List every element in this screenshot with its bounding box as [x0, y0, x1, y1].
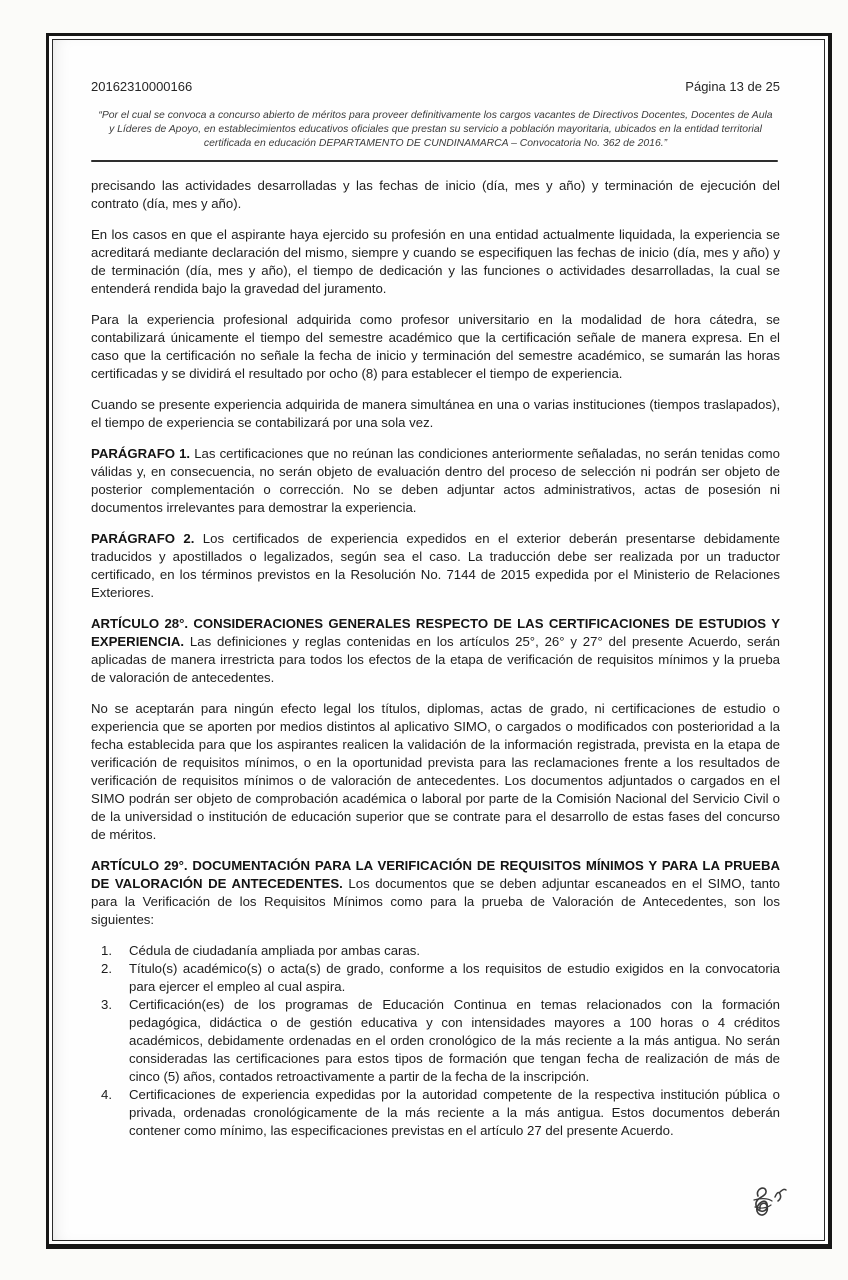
- paragrafo-1-label: PARÁGRAFO 1.: [91, 446, 191, 461]
- paragraph-liquidated-entity: En los casos en que el aspirante haya ejercido su profesión en una entidad actualmente liquidada, la experiencia se acreditará mediante declaración del mismo, siempre y cuando se especifiquen las fechas de inicio (día, mes y año) y de terminación (día, mes y año), el tiempo de dedicación y las funciones o actividades desarrolladas, la cual se entenderá rendida bajo la gravedad del juramento.: [91, 227, 780, 296]
- header-divider: [91, 160, 778, 162]
- paragrafo-2-label: PARÁGRAFO 2.: [91, 531, 195, 546]
- paragraph-contract-dates: precisando las actividades desarrolladas y las fechas de inicio (día, mes y año) y terminación de ejecución del contrato (día, mes y año).: [91, 178, 780, 211]
- paragraph-hora-catedra: Para la experiencia profesional adquirida como profesor universitario en la modalidad de hora cátedra, se contabilizará únicamente el tiempo del semestre académico que la certificación señale de manera expresa. En el caso que la certificación no señale la fecha de inicio y terminación del semestre académico, se sumarán las horas certificadas y se dividirá el resultado por ocho (8) para establecer el tiempo de experiencia.: [91, 312, 780, 381]
- paragraph-simo-restrictions: No se aceptarán para ningún efecto legal los títulos, diplomas, actas de grado, ni certificaciones de estudio o experiencia que se aporten por medios distintos al aplicativo SIMO, o cargados o modificados con posterioridad a la fecha establecida para que los aspirantes realicen la validación de la información registrada, prevista en la etapa de verificación de requisitos mínimos, o en la oportunidad prevista para las reclamaciones frente a los resultados de verificación de requisitos mínimos o de valoración de antecedentes. Los documentos adjuntados o cargados en el SIMO podrán ser objeto de comprobación académica o laboral por parte de la Comisión Nacional del Servicio Civil o de la universidad o institución de educación superior que se contrate para el desarrollo de estas fases del concurso de méritos.: [91, 701, 780, 842]
- articulo-29-heading: ARTÍCULO 29°. DOCUMENTACIÓN PARA LA VERIFICACIÓN DE REQUISITOS MÍNIMOS Y PARA LA PRUEBA DE VALORACIÓN DE ANTECEDENTES.: [91, 858, 780, 891]
- required-documents-list: [91, 942, 780, 1140]
- list-number: 1.: [101, 943, 112, 958]
- articulo-28-heading: ARTÍCULO 28°. CONSIDERACIONES GENERALES RESPECTO DE LAS CERTIFICACIONES DE ESTUDIOS Y EXPERIENCIA.: [91, 616, 780, 649]
- list-item-educacion-continua: 3. Certificación(es) de los programas de Educación Continua en temas relacionados con la formación pedagógica, didáctica o de gestión educativa y con intensidades mayores a 100 horas o 4 créditos académicos, debidamente ordenadas en el orden cronológico de la más reciente a la más antigua. No serán consideradas las certificaciones para estos tipos de formación que tengan fecha de realización de más de cinco (5) años, contados retroactivamente a partir de la fecha de la inscripción.: [101, 997, 780, 1084]
- document-header: [91, 78, 780, 96]
- paragraph-experiencia-simultanea: Cuando se presente experiencia adquirida de manera simultánea en una o varias instituciones (tiempos traslapados), el tiempo de experiencia se contabilizará por una sola vez.: [91, 397, 780, 430]
- list-item-cedula: 1. Cédula de ciudadanía ampliada por ambas caras.: [101, 943, 421, 958]
- list-number: 3.: [101, 997, 112, 1012]
- list-item-titulos: 2. Título(s) académico(s) o acta(s) de grado, conforme a los requisitos de estudio exigidos en la convocatoria para ejercer el empleo al cual aspira.: [101, 961, 780, 994]
- document-content: [53, 40, 824, 1240]
- page-border-outer: [46, 33, 832, 1249]
- list-item-certificaciones-experiencia: 4. Certificaciones de experiencia expedidas por la autoridad competente de la respectiva institución pública o privada, ordenadas cronológicamente de la más reciente a la más antigua. Estos documentos deberán contener como mínimo, las especificaciones previstas en el artículo 27 del presente Acuerdo.: [101, 1087, 780, 1138]
- convocatoria-quote: “Por el cual se convoca a concurso abierto de méritos para proveer definitivamente los cargos vacantes de Directivos Docentes, Docentes de Aula y Líderes de Apoyo, en establecimientos educativos oficiales que prestan su servicio a población mayoritaria, ubicados en la entidad territorial certificada en educación DEPARTAMENTO DE CUNDINAMARCA – Convocatoria No. 362 de 2016.”: [98, 110, 773, 149]
- document-number: 20162310000166: [91, 79, 193, 94]
- paragraph-paragrafo-2: PARÁGRAFO 2. Los certificados de experiencia expedidos en el exterior deberán presentarse debidamente traducidos y apostillados o legalizados, según sea el caso. La traducción debe ser realizada por un traductor certificado, en los términos previstos en la Resolución No. 7144 de 2015 expedida por el Ministerio de Relaciones Exteriores.: [91, 531, 780, 600]
- list-number: 2.: [101, 961, 112, 976]
- list-number: 4.: [101, 1087, 112, 1102]
- page-indicator: Página 13 de 25: [685, 79, 780, 94]
- page-border-inner: [52, 39, 825, 1241]
- paragraph-articulo-29: ARTÍCULO 29°. DOCUMENTACIÓN PARA LA VERIFICACIÓN DE REQUISITOS MÍNIMOS Y PARA LA PRUEBA DE VALORACIÓN DE ANTECEDENTES. Los documentos que se deben adjuntar escaneados en el SIMO, tanto para la Verificación de los Requisitos Mínimos como para la prueba de Valoración de Antecedentes, son los siguientes:: [91, 858, 780, 927]
- handwritten-rubric-icon: [742, 1180, 790, 1232]
- paragraph-paragrafo-1: PARÁGRAFO 1. Las certificaciones que no reúnan las condiciones anteriormente señaladas, no serán tenidas como válidas y, en consecuencia, no serán objeto de evaluación dentro del proceso de selección ni podrán ser objeto de posterior complementación o corrección. No se deben adjuntar actos administrativos, actas de posesión ni documentos irrelevantes para demostrar la experiencia.: [91, 446, 781, 515]
- paragraph-articulo-28: ARTÍCULO 28°. CONSIDERACIONES GENERALES RESPECTO DE LAS CERTIFICACIONES DE ESTUDIOS Y EXPERIENCIA. Las definiciones y reglas contenidas en los artículos 25°, 26° y 27° del presente Acuerdo, serán aplicadas de manera irrestricta para todos los efectos de la etapa de verificación de requisitos mínimos y la prueba de valoración de antecedentes.: [91, 616, 781, 685]
